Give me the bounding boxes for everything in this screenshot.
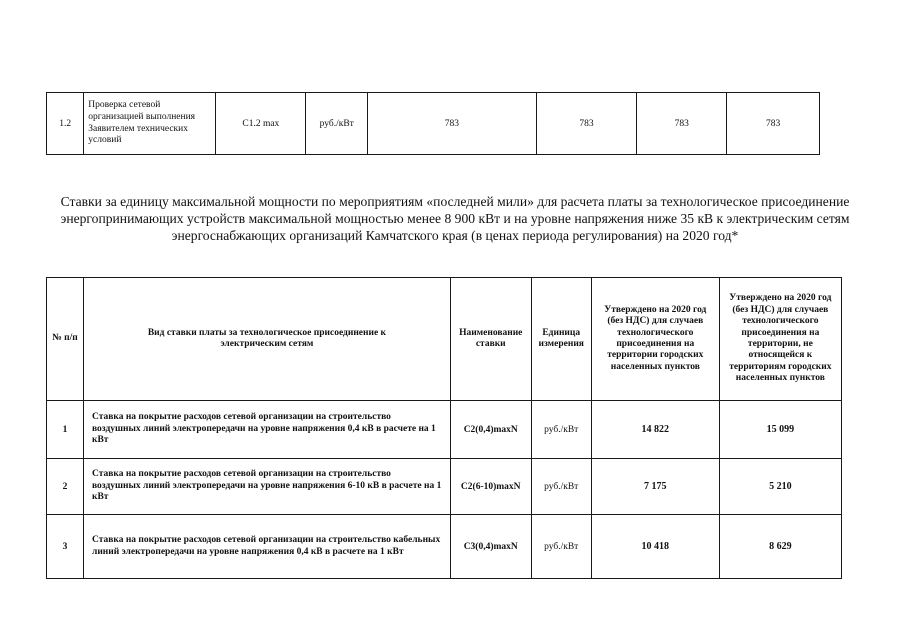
rate-description: Ставка на покрытие расходов сетевой организации на строительство воздушных линий электропередачи на уровне напряжения 0,4 кВ в расчете на 1 кВт <box>83 401 450 459</box>
rate-description: Ставка на покрытие расходов сетевой организации на строительство кабельных линий электропередачи на уровне напряжения 0,4 кВ в расчете на 1 кВт <box>83 515 450 579</box>
header-rural: Утверждено на 2020 год (без НДС) для случаев технологического присоединения на территории, не относящейся к территориям городских населенных пунктов <box>719 278 841 401</box>
table-header-row <box>47 278 842 401</box>
rates-table <box>46 277 842 579</box>
rural-value: 8 629 <box>719 515 841 579</box>
rural-value: 15 099 <box>719 401 841 459</box>
urban-value: 7 175 <box>591 459 719 515</box>
header-type: Вид ставки платы за технологическое присоединение к электрическим сетям <box>83 278 450 401</box>
section-heading: Ставки за единицу максимальной мощности по мероприятиям «последней мили» для расчета платы за технологическое присоединение энергопринимающих устройств максимальной мощностью менее 8 900 кВт и на уровне напряжения ниже 35 кВ к электрическим сетям энергоснабжающих организаций Камчатского края (в ценах периода регулирования) на 2020 год* <box>60 194 850 243</box>
row-number: 3 <box>47 515 84 579</box>
row-number: 1.2 <box>47 93 84 155</box>
value-cell: 783 <box>637 93 727 155</box>
unit-cell: руб./кВт <box>531 401 591 459</box>
unit-cell: руб./кВт <box>531 459 591 515</box>
table-row <box>47 93 820 155</box>
rate-code: C2(6-10)maxN <box>450 459 531 515</box>
value-cell: 783 <box>727 93 820 155</box>
unit-cell: руб./кВт <box>531 515 591 579</box>
row-number: 2 <box>47 459 84 515</box>
continuation-table <box>46 92 820 155</box>
value-cell: 783 <box>368 93 537 155</box>
rate-code: C1.2 max <box>216 93 306 155</box>
urban-value: 14 822 <box>591 401 719 459</box>
table-row <box>47 515 842 579</box>
value-cell: 783 <box>536 93 637 155</box>
header-urban: Утверждено на 2020 год (без НДС) для случаев технологического присоединения на территории городских населенных пунктов <box>591 278 719 401</box>
rural-value: 5 210 <box>719 459 841 515</box>
table-row <box>47 459 842 515</box>
rate-code: C2(0,4)maxN <box>450 401 531 459</box>
row-description: Проверка сетевой организацией выполнения Заявителем технических условий <box>84 93 216 155</box>
rate-code: C3(0,4)maxN <box>450 515 531 579</box>
urban-value: 10 418 <box>591 515 719 579</box>
header-code: Наименование ставки <box>450 278 531 401</box>
row-number: 1 <box>47 401 84 459</box>
header-unit: Единица измерения <box>531 278 591 401</box>
unit-cell: руб./кВт <box>306 93 368 155</box>
header-num: № п/п <box>47 278 84 401</box>
table-row <box>47 401 842 459</box>
rate-description: Ставка на покрытие расходов сетевой организации на строительство воздушных линий электропередачи на уровне напряжения 6-10 кВ в расчете на 1 кВт <box>83 459 450 515</box>
